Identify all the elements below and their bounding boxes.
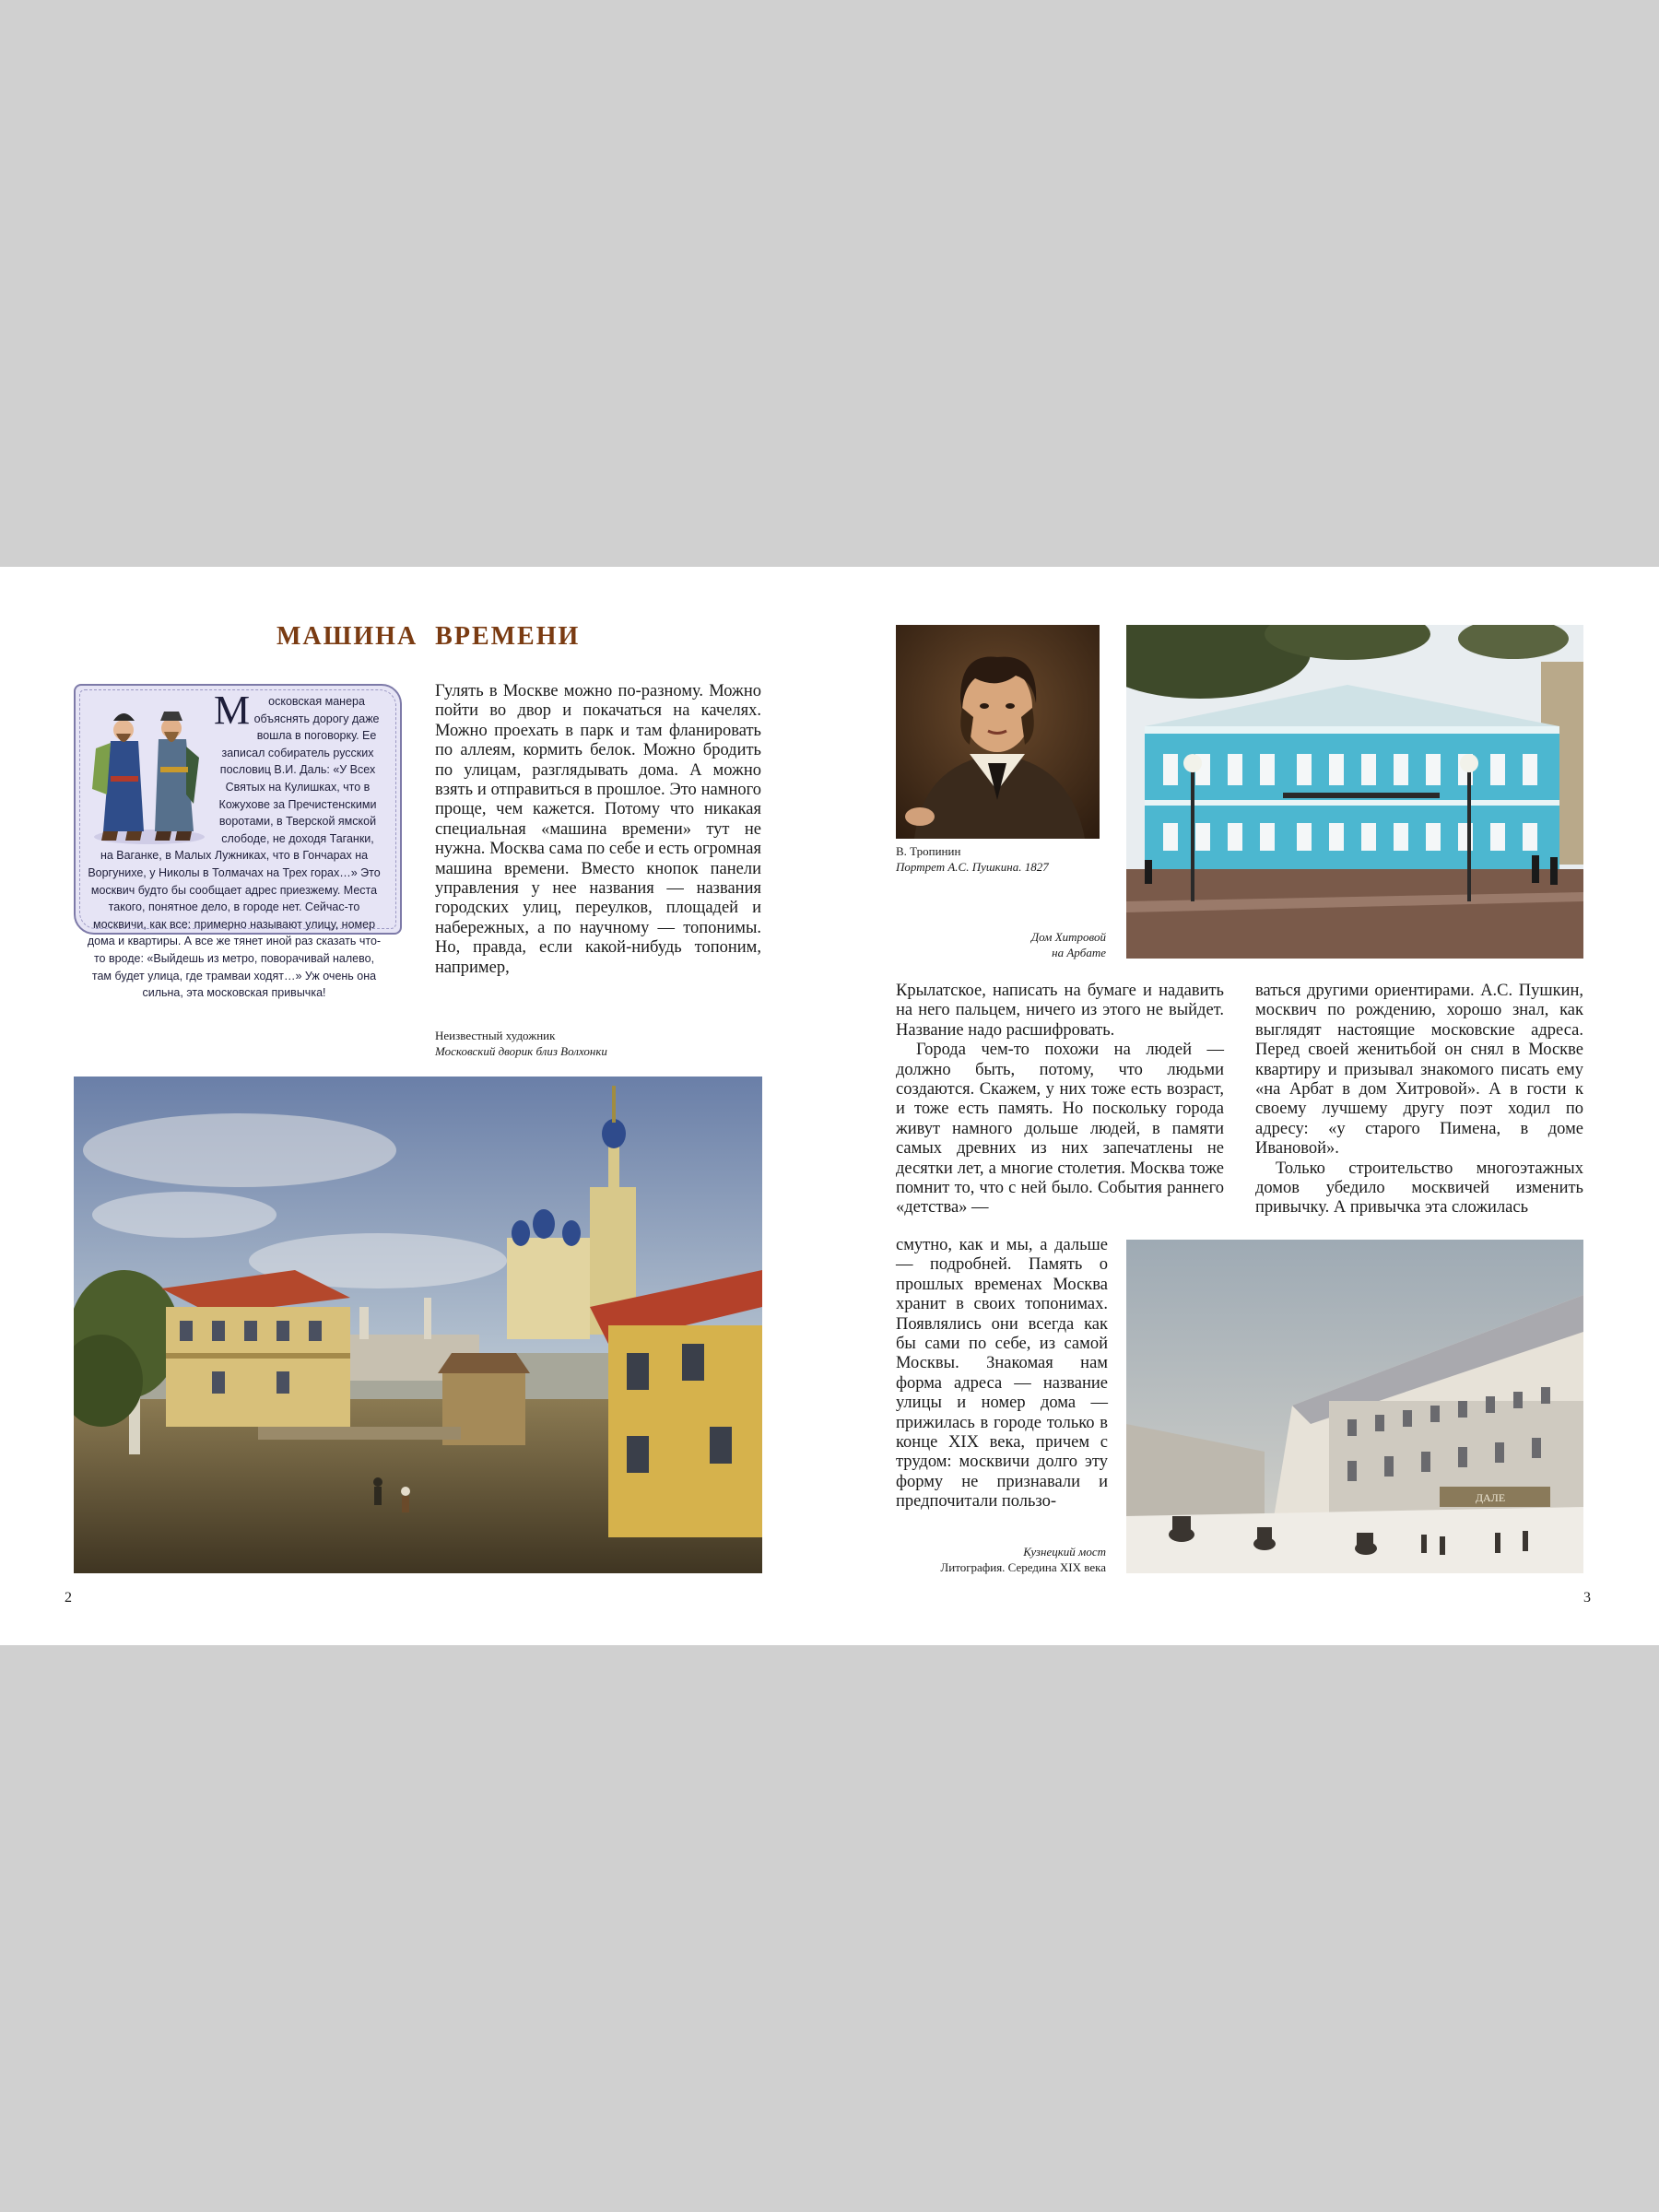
pushkin-portrait: [896, 625, 1100, 839]
portrait-author: В. Тропинин: [896, 844, 961, 858]
col3-paragraph-1: ваться другими ориентирами. А.С. Пушкин, москвич по рождению, хорошо знал, как выглядят настоящие московские адреса. Перед своей женитьбой он снял в Москве квартиру и призывал знакомого писать ему «на Арбат в дом Хитровой». А в гости к своему лучшему другу поэт ходил по адресу: «у старого Пимена, в доме Ивановой».: [1255, 982, 1583, 1159]
portrait-title: Портрет А.С. Пушкина. 1827: [896, 860, 1049, 874]
column-3-text: [1255, 982, 1583, 1218]
col2-paragraph-1: Крылатское, написать на бумаге и надавить на него пальцем, ничего из этого не выйдет. Название надо расшифровать.: [896, 982, 1224, 1040]
lithograph-caption: [896, 1544, 1106, 1575]
house-caption-line2: на Арбате: [1052, 946, 1106, 959]
house-caption-line1: Дом Хитровой: [1030, 930, 1106, 944]
col2-paragraph-2b: смутно, как и мы, а дальше — подробней. Память о прошлых временах Москва хранит в своих топонимах. Появлялись они всегда как бы сами по себе, из самой Москвы. Знакомая нам форма адреса — название улицы и номер дома — прижилась в городе только в конце XIX века, причем с трудом: москвичи долго эту форму не признавали и предпочитали пользо-: [896, 1236, 1108, 1512]
lithograph-title: Кузнецкий мост: [1023, 1545, 1106, 1559]
lithograph-subtitle: Литография. Середина XIX века: [940, 1560, 1106, 1574]
sidebar-text-block: [87, 688, 382, 1002]
book-spread: [0, 567, 1659, 1645]
painting-author: Неизвестный художник: [435, 1029, 556, 1042]
khitrova-house-photo: [1126, 625, 1583, 959]
col2-paragraph-2a: Города чем-то похожи на людей — должно быть, потому, что людьми создаются. Скажем, у них тоже есть возраст, и тоже есть память. Но поскольку города живут намного дольше людей, в памяти самых древних из них запечатлены не десятки лет, а многие столетия. Москва тоже помнит то, что с ней было. События раннего «детства» —: [896, 1041, 1224, 1218]
column-2-text: [896, 982, 1224, 1218]
sidebar-text: осковская манера объяснять дорогу даже вошла в поговорку. Ее записал собиратель русских пословиц В.И. Даль: «У Всех Святых на Кулишках, что в Кожухове за Пречистенскими воротами, в Тверской ямской слободе, не доходя Таганки, на Ваганке, в Малых Лужниках, что в Гончарах на Воргунихе, у Николы в Толмачах на Трех горах…» Это москвич будто бы сообщает адрес приезжему. Места такого, понятное дело, в городе нет. Сейчас-то москвичи, как все: примерно называют улицу, номер дома и квартиры. А все же тянет иной раз сказать что-то вроде: «Выйдешь из метро, поворачивай налево, там будет улица, где трамваи ходят…» Уж очень она сильна, эта московская привычка!: [87, 695, 382, 1000]
sidebar-box: [74, 684, 402, 1000]
painting-caption: [435, 1028, 739, 1059]
portrait-caption: [896, 843, 1100, 875]
page-number-right: 3: [1583, 1590, 1591, 1606]
shop-sign: ДАЛЕ: [1475, 1491, 1506, 1504]
intro-text: Гулять в Москве можно по-разному. Можно пойти во двор и покачаться на качелях. Можно проехать в парк и там фланировать по аллеям, кормить белок. Можно бродить по улицам, разглядывать дома. А можно взять и отправиться в прошлое. Это намного проще, чем кажется. Потому что никакая специальная «машина времени» тут не нужна. Москва сама по себе и есть огромная машина времени. Вместо кнопок панели управления у нее названия — названия городских улиц, переулков, площадей и набережных, а по научному — топонимы. Но, правда, если какой-нибудь топоним, например,: [435, 682, 761, 977]
page-number-left: 2: [65, 1590, 72, 1606]
moscow-courtyard-painting: [74, 1077, 762, 1573]
house-caption: [896, 929, 1106, 960]
painting-title: Московский дворик близ Волхонки: [435, 1044, 607, 1058]
chapter-title: МАШИНА ВРЕМЕНИ: [276, 622, 581, 651]
kuznetsky-most-lithograph: [1126, 1240, 1583, 1573]
col3-paragraph-2: Только строительство многоэтажных домов убедило москвичей изменить привычку. А привычка эта сложилась: [1255, 1159, 1583, 1218]
sidebar-dropcap: М: [214, 688, 251, 733]
two-men-illustration: [83, 693, 210, 846]
